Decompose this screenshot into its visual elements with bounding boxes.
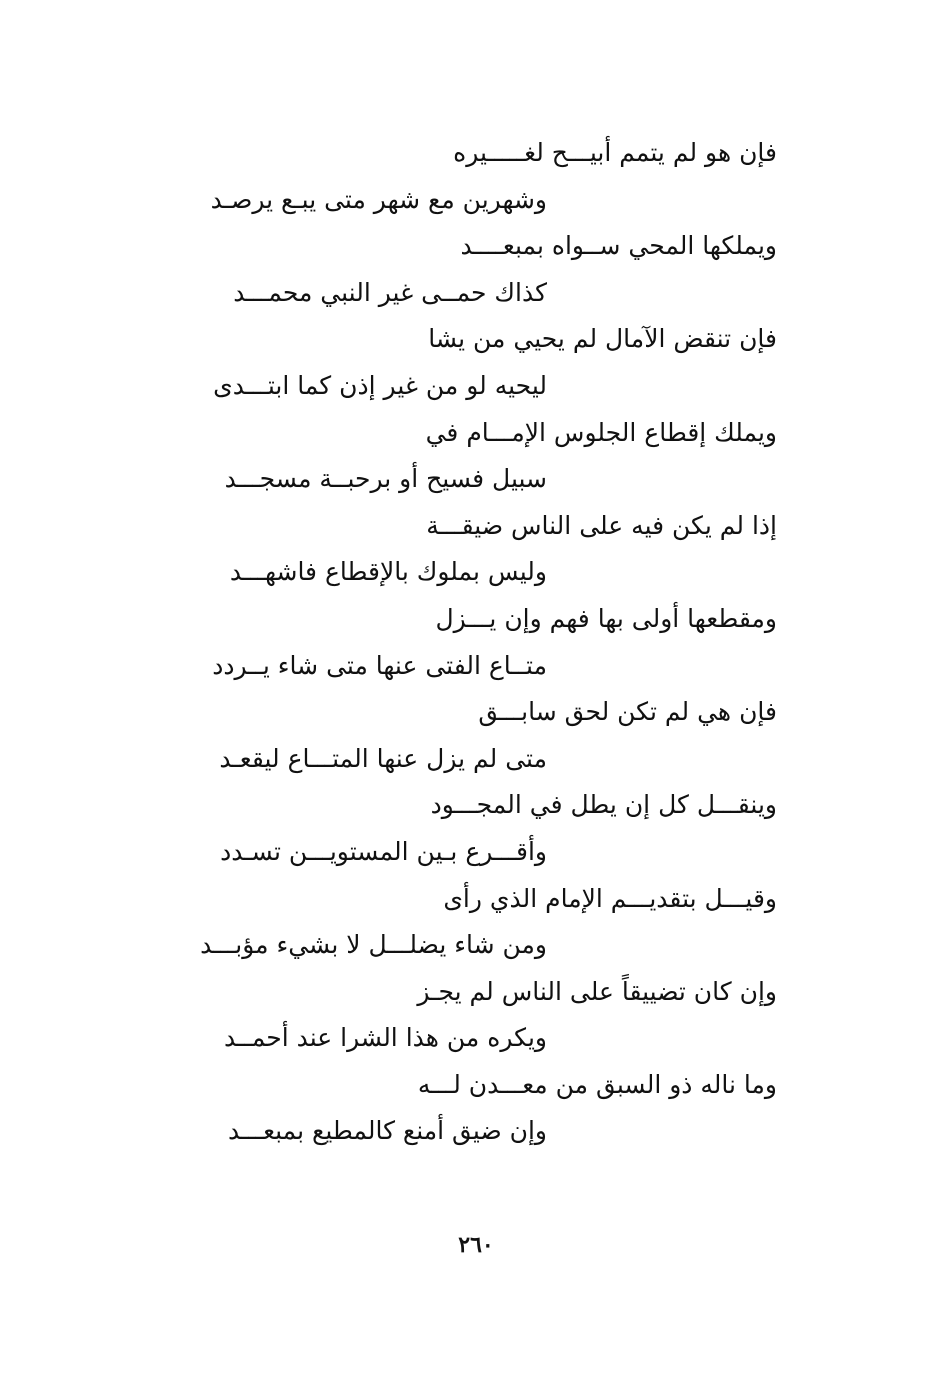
verse-line (0, 456, 952, 503)
verse-line (0, 410, 952, 457)
hemistich-second: وإن ضيق أمنع كالمطيع بمبعـــد (227, 1116, 547, 1146)
hemistich-second: متــاع الفتى عنها متى شاء يــردد (212, 650, 547, 680)
hemistich-first: وإن كان تضييقاً على الناس لم يجـز (417, 976, 777, 1006)
hemistich-second: متى لم يزل عنها المتـــاع ليقعـد (219, 743, 547, 773)
verse-line (0, 316, 952, 363)
poem-body (0, 130, 952, 1155)
hemistich-first: وينقـــل كل إن يطل في المجـــود (430, 790, 777, 820)
verse-line (0, 782, 952, 829)
verse-line (0, 969, 952, 1016)
verse-line (0, 736, 952, 783)
verse-line (0, 596, 952, 643)
hemistich-first: وما ناله ذو السبق من معـــدن لـــه (417, 1069, 777, 1099)
hemistich-second: سبيل فسيح أو برحبــة مسجـــد (224, 464, 547, 494)
hemistich-first: فإن هي لم تكن لحق سابـــق (478, 697, 777, 727)
hemistich-first: ويملك إقطاع الجلوس الإمـــام في (425, 417, 777, 447)
verse-line (0, 270, 952, 317)
verse-line (0, 1108, 952, 1155)
verse-line (0, 503, 952, 550)
verse-line (0, 689, 952, 736)
verse-line (0, 643, 952, 690)
hemistich-first: فإن هو لم يتمم أبيـــح لغـــــيره (453, 138, 777, 167)
hemistich-first: وقيـــل بتقديـــم الإمام الذي رأى (443, 883, 777, 913)
hemistich-second: ويكره من هذا الشرا عند أحمــد (224, 1023, 547, 1053)
hemistich-second: وشهرين مع شهر متى يبـع يرصـد (210, 184, 547, 214)
hemistich-second: كذاك حمــى غير النبي محمـــد (233, 277, 547, 307)
hemistich-second: ومن شاء يضلـــل لا بشيء مؤبـــد (200, 930, 547, 960)
hemistich-second: وأقـــرع بـين المستويـــن تسـدد (220, 836, 547, 866)
verse-line (0, 1015, 952, 1062)
page-number: ٢٦٠ (458, 1232, 494, 1258)
verse-line (0, 549, 952, 596)
verse-line (0, 1062, 952, 1109)
hemistich-first: ويملكها المحي ســواه بمبعــــد (460, 231, 777, 261)
verse-line (0, 363, 952, 410)
verse-line (0, 130, 952, 177)
verse-line (0, 223, 952, 270)
hemistich-first: فإن تنقض الآمال لم يحيي من يشا (428, 324, 777, 354)
verse-line (0, 922, 952, 969)
verse-line (0, 829, 952, 876)
hemistich-first: إذا لم يكن فيه على الناس ضيقـــة (426, 510, 777, 540)
hemistich-second: ليحيه لو من غير إذن كما ابتـــدى (213, 370, 547, 400)
hemistich-first: ومقطعها أولى بها فهم وإن يـــزل (435, 603, 777, 633)
hemistich-second: وليس بملوك بالإقطاع فاشهـــد (229, 557, 547, 587)
verse-line (0, 177, 952, 224)
verse-line (0, 876, 952, 923)
